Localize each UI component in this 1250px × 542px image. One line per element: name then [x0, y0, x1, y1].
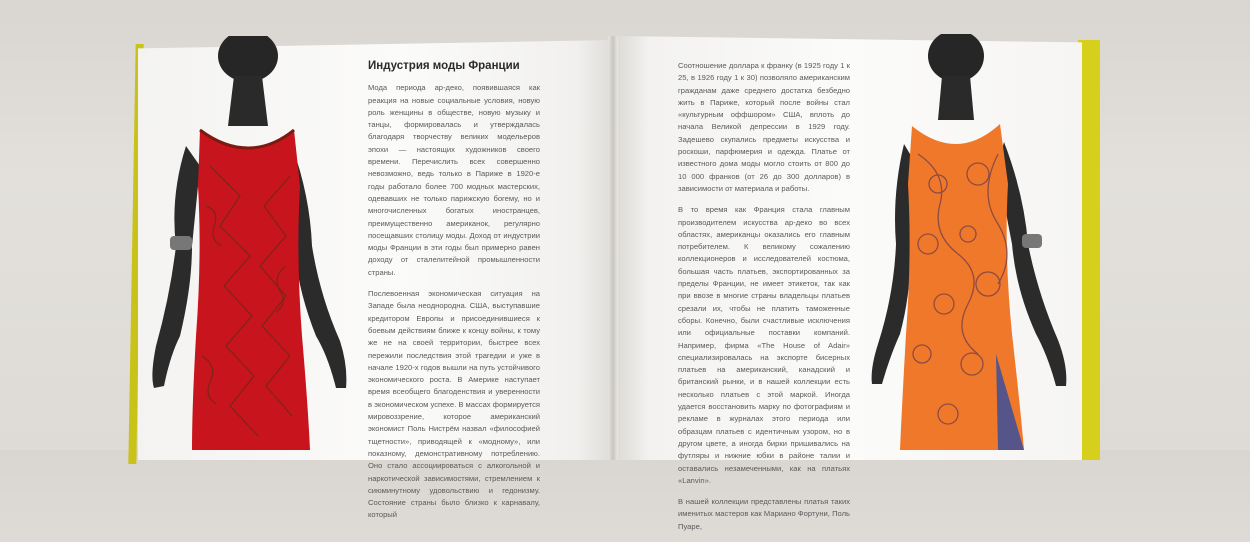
left-page-text	[368, 60, 540, 531]
mannequin-neck	[228, 76, 268, 126]
book-gutter	[608, 36, 618, 460]
mannequin-arm-left	[152, 146, 200, 388]
paragraph: Соотношение доллара к франку (в 1925 году 1 к 25, в 1926 году 1 к 30) позволяло американским гражданам даже среднего достатка безбедно жить в Париже, который после войны стал «культурным оффшором» США, вплоть до начала Великой депрессии в 1929 году. Задешево скупались предметы искусства и роскоши, парфюмерия и одежда. Платье от известного дома моды могло стоить от 800 до 10 000 франков (от 26 до 300 долларов) в зависимости от материала и работы.	[678, 61, 850, 193]
orange-dress-photo	[848, 34, 1080, 450]
paragraph: Послевоенная экономическая ситуация на Западе была неоднородна. США, выступавшие кредитором Европы и присоединившиеся к боевым действиям ближе к концу войны, к тому же не на своей территории, быстрее всех пережили последствия этой трагедии и уже в начале 1920-х годов вышли на путь устойчивого экономического роста. В Америке наступает время всеобщего благоденствия и уверенности в экономическом успехе. В массах формируется мировоззрение, которое американский экономист Поль Нистрём назвал «философией тщетности», приводящей к «модному», или показному, демонстративному потреблению. Оно стало ассоциироваться с алкогольной и наркотической зависимостями, стремлением к сиюминутному удовольствию и гедонизму. Состояние страны было близко к карнавалу, который	[368, 289, 540, 520]
paragraph: В нашей коллекции представлены платья таких именитых мастеров как Мариано Фортуни, Поль Пуаре,	[678, 497, 850, 531]
paragraph: Мода периода ар-деко, появившаяся как реакция на новые социальные условия, новую роль женщины в обществе, новую музыку и танцы, формировалась и утверждалась благодаря творчеству великих модельеров эпохи — настоящих художников своего времени. Перечислить всех совершенно невозможно, ведь только в Париже в 1920-е годы работало более 700 модных мастерских, одевавших не только парижскую богему, но и многочисленных богатых иностранцев, преимущественно американок, регулярно посещавших столицу моды. Доход от индустрии моды Франции в эти годы был примерно равен доходу от сталелитейной промышленности страны.	[368, 83, 540, 277]
red-dress	[192, 130, 310, 450]
right-page-text	[678, 60, 850, 542]
mannequin-neck	[938, 76, 974, 120]
chapter-title: Индустрия моды Франции	[368, 60, 520, 72]
mannequin-arm-joint	[1022, 234, 1042, 248]
mannequin-arm-joint	[170, 236, 192, 250]
red-dress-photo	[140, 36, 360, 450]
mannequin-head	[218, 36, 278, 82]
mannequin-head	[928, 34, 984, 82]
paragraph: В то время как Франция стала главным производителем искусства ар-деко во всех областях, американцы оказались его главным потребителем. К великому сожалению коллекционеров и исследователей костюма, большая часть платьев, экспортированных за пределы Франции, не имеет этикеток, так как при ввозе в многие страны владельцы платьев срезали их, чтобы не платить таможенные сборы. Конечно, были счастливые исключения или официальные поставки компаний. Например, фирма «The House of Adair» специализировалась на экспорте бисерных платьев на американский, канадский и британский рынки, и в нашей коллекции есть несколько платьев с этой маркой. Иногда удается восстановить марку по фотографиям и рекламе в журналах этого периода или образцам платьев с идентичным узором, но в другом цвете, а иногда бирки пришивались на футляры и нижние юбки в районе талии и оставались незамеченными, как на платьях «Lanvin».	[678, 205, 850, 485]
